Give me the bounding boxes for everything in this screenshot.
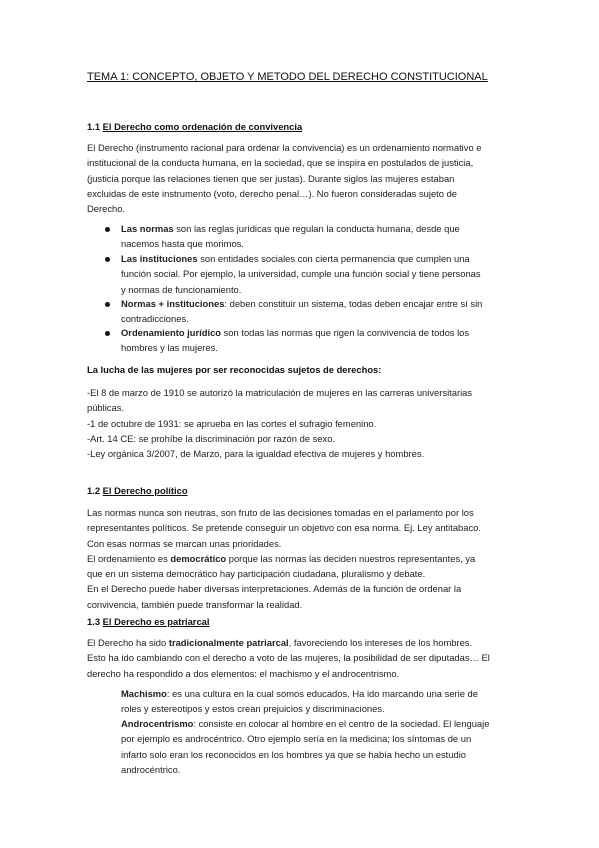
section-number: 1.2 — [87, 485, 101, 496]
section-title: El Derecho es patriarcal — [102, 616, 210, 627]
bold-term: tradicionalmente patriarcal — [168, 637, 289, 648]
section-heading-1-3 — [87, 616, 209, 627]
text-line: contradicciones. — [121, 313, 189, 325]
text-line: infarto solo eran los reconocidos en los hombres ya que se había hecho un estudio — [121, 748, 467, 760]
list-item — [121, 221, 460, 252]
list-item-term: Ordenamiento jurídico — [121, 327, 222, 338]
bullet-icon — [105, 331, 110, 336]
list-item — [121, 296, 482, 327]
text-fragment: son las reglas jurídicas que regulan la conducta humana, desde que — [173, 223, 460, 234]
list-item-term: Normas + instituciones — [121, 298, 225, 309]
list-item — [121, 251, 481, 297]
bullet-icon — [105, 257, 110, 262]
text-line: -1 de octubre de 1931: se aprueba en las cortes el sufragio femenino. — [87, 417, 377, 429]
text-line: institucional de la conducta humana, en la sociedad, que se inspira en postulados de justicia, — [87, 157, 474, 169]
definition-androcentrismo — [121, 716, 489, 777]
text-line: públicas. — [87, 402, 125, 414]
text-line: que en un sistema democrático hay participación ciudadana, pluralismo y debate. — [87, 568, 426, 580]
text-line: nacemos hasta que morimos. — [121, 238, 244, 250]
text-fragment: El Derecho ha sido — [87, 637, 169, 648]
list-item-term: Las instituciones — [121, 253, 198, 264]
text-line: androcéntrico. — [121, 763, 181, 775]
list-item-term: Las normas — [121, 223, 174, 234]
text-line: hombres y las mujeres. — [121, 342, 218, 354]
definition-term: Androcentrismo — [121, 718, 194, 729]
text-fragment: son todas las normas que rigen la convivencia de todos los — [221, 327, 470, 338]
text-line: y normas de funcionamiento. — [121, 283, 242, 295]
text-fragment: , favoreciendo los intereses de los hombres. — [288, 637, 473, 648]
text-line: representantes políticos. Se pretende conseguir un objetivo con esa norma. Ej. Ley antitabaco. — [87, 522, 481, 534]
text-line: Derecho. — [87, 203, 126, 215]
text-line: -El 8 de marzo de 1910 se autorizó la matriculación de mujeres en las carreras universitarias — [87, 387, 473, 398]
text-line: En el Derecho puede haber diversas interpretaciones. Además de la función de ordenar la — [87, 583, 462, 595]
text-fragment: El ordenamiento es — [87, 552, 171, 564]
definition-term: Machismo — [121, 688, 167, 699]
text-line: Las normas nunca son neutras, son fruto de las decisiones tomadas en el parlamento por los — [87, 507, 474, 518]
paragraph — [87, 385, 522, 461]
definition-machismo — [121, 686, 478, 717]
section-title: El Derecho como ordenación de convivencia — [102, 121, 303, 132]
section-number: 1.1 — [87, 121, 101, 132]
text-line: excluidas de este instrumento (voto, derecho penal…). No fueron consideradas sujeto de — [87, 187, 458, 199]
paragraph — [87, 505, 522, 612]
text-line: roles y estereotipos y estos crean prejuicios y discriminaciones. — [121, 703, 385, 715]
list-item — [121, 325, 469, 356]
section-number: 1.3 — [87, 616, 101, 627]
bullet-icon — [105, 302, 110, 307]
text-line: -Ley orgánica 3/2007, de Marzo, para la igualdad efectiva de mujeres y hombres. — [87, 448, 425, 460]
section-heading-1-2 — [87, 485, 188, 496]
page-title: TEMA 1: CONCEPTO, OBJETO Y METODO DEL DERECHO CONSTITUCIONAL — [87, 71, 488, 83]
section-title: El Derecho político — [102, 485, 188, 496]
text-line: por ejemplo es androcéntrico. Otro ejemplo sería en la medicina; los síntomas de un — [121, 733, 472, 745]
text-fragment: porque las normas las deciden nuestros representantes, ya — [226, 552, 476, 564]
paragraph — [87, 635, 522, 681]
text-fragment: : consiste en colocar al hombre en el centro de la sociedad. El lenguaje — [193, 718, 490, 729]
text-fragment: : deben constituir un sistema, todas deben encajar entre sí sin — [224, 298, 483, 309]
text-line: función social. Por ejemplo, la universidad, cumple una función social y tiene personas — [121, 268, 481, 280]
text-line: convivencia, también puede transformar la realidad. — [87, 598, 303, 610]
text-fragment: son entidades sociales con cierta permanencia que cumplen una — [197, 253, 470, 264]
text-line: -Art. 14 CE: se prohíbe la discriminación por razón de sexo. — [87, 432, 336, 444]
bold-term: democrático — [170, 552, 227, 564]
text-line: El Derecho (instrumento racional para ordenar la convivencia) es un ordenamiento normativo e — [87, 142, 482, 153]
paragraph — [87, 140, 522, 216]
text-line: derecho ha respondido a dos elementos: el machismo y el androcentrismo. — [87, 667, 400, 679]
subheading: La lucha de las mujeres por ser reconocidas sujetos de derechos: — [87, 364, 382, 375]
text-fragment: : es una cultura en la cual somos educados. Ha ido marcando una serie de — [166, 688, 478, 699]
text-line: Esto ha ido cambiando con el derecho a voto de las mujeres, la posibilidad de ser diputadas… El — [87, 652, 490, 664]
bullet-icon — [105, 227, 110, 232]
text-line: Con esas normas se marcan unas prioridades. — [87, 537, 282, 549]
text-line: (justicia porque las relaciones tienen que ser justas). Durante siglos las mujeres estaban — [87, 172, 455, 184]
section-heading-1-1 — [87, 121, 302, 132]
